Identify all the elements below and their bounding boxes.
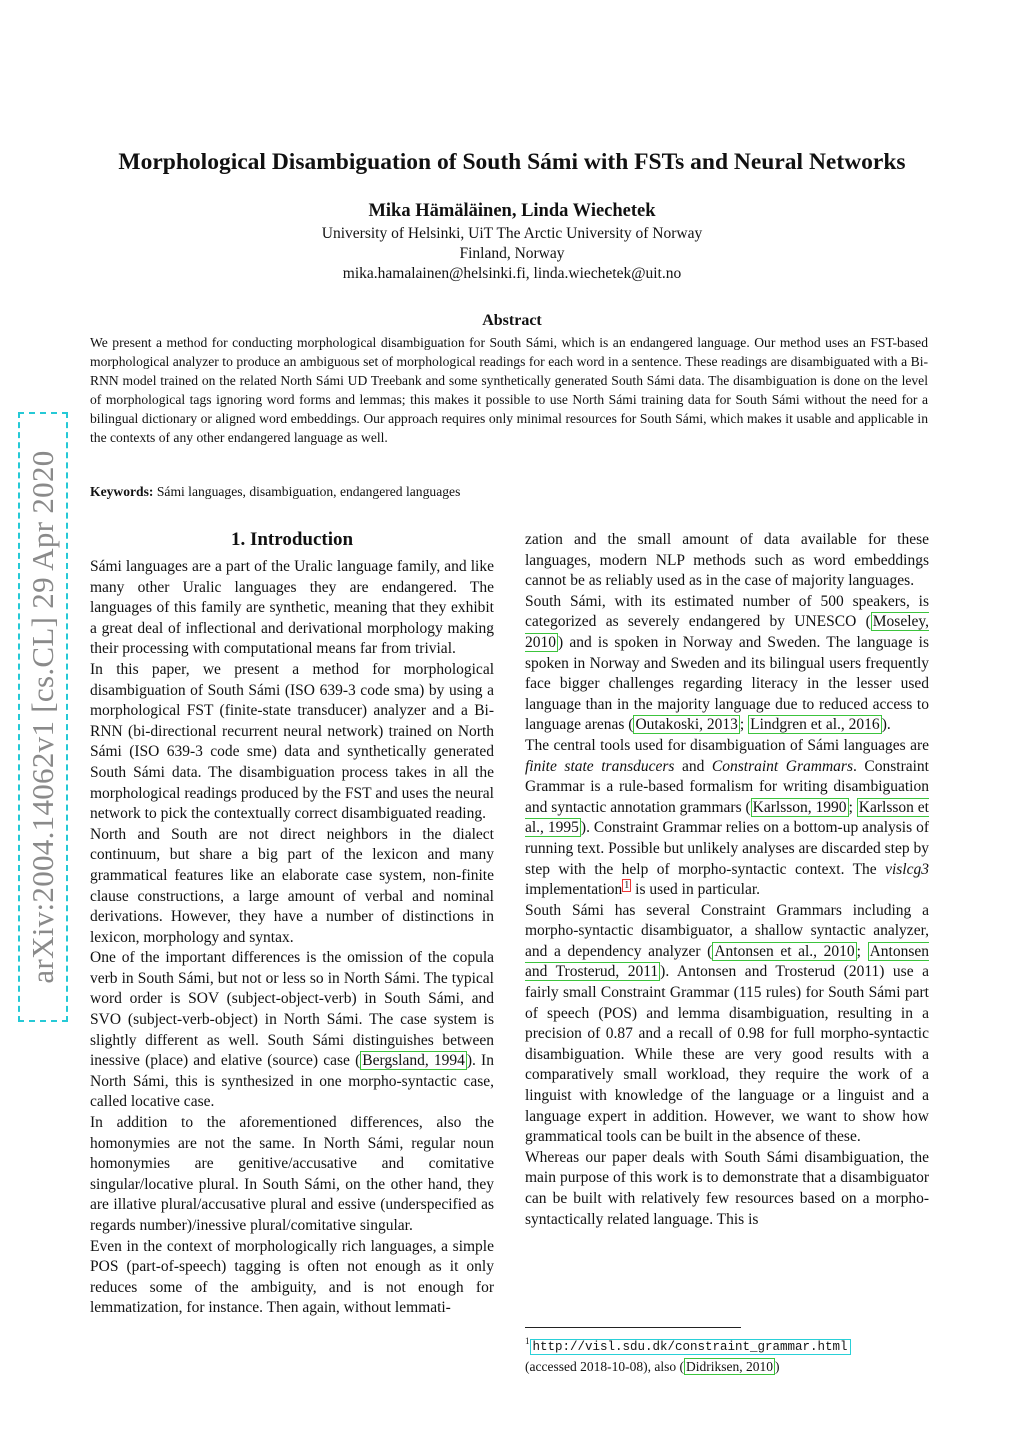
- text-run: implementation: [525, 881, 623, 899]
- emphasis: Constraint Grammars: [711, 757, 853, 775]
- citation-link[interactable]: Karlsson, 1990: [752, 798, 847, 816]
- footnote: [525, 1331, 945, 1377]
- paper-authors: Mika Hämäläinen, Linda Wiechetek: [368, 201, 656, 221]
- arxiv-stamp: [18, 412, 68, 1022]
- citation-link[interactable]: Lindgren et al., 2016: [750, 716, 880, 734]
- paragraph: In addition to the aforementioned differences, also the homonymies are not the same. In North Sámi, regular noun homonymies are genitive/accusative and comitative singular/locative plural. In South Sámi, on the other hand, they are illative plural/accusative plural and essive (underspecified as regards number)/inessive plural/comitative singular.: [90, 1114, 494, 1234]
- paragraph: [525, 736, 929, 901]
- section-heading: 1. Introduction: [230, 529, 354, 550]
- text-run: ) and is spoken in Norway and Sweden. The language is spoken in Norway and Sweden and its bilingual users frequently face bigger challenges regarding literacy in the lesser used language than in the majority language due to reduced access to language arenas (: [525, 633, 929, 734]
- text-run: South Sámi has several Constraint Grammars including a morpho-syntactic disambiguator, a shallow syntactic analyzer, and a dependency analyzer (: [525, 901, 929, 960]
- text-run: ;: [856, 942, 868, 960]
- citation-link[interactable]: Moseley, 2010: [525, 613, 929, 651]
- emphasis: finite state transducers: [525, 757, 675, 775]
- footnote-number: 1: [525, 1336, 530, 1346]
- paragraph: [525, 901, 929, 1148]
- emphasis: vislcg3: [885, 860, 929, 878]
- citation-link[interactable]: Karlsson et al., 1995: [525, 798, 929, 837]
- text-run: ).: [881, 716, 891, 734]
- text-run: ). Constraint Grammar relies on a bottom-up analysis of running text. Possible but unlikely analyses are discarded step by step with the help of morpho-syntactic context. The: [525, 819, 929, 878]
- right-column: [525, 530, 929, 1230]
- abstract-heading: Abstract: [482, 312, 542, 329]
- keywords: [90, 484, 460, 500]
- paragraph: Whereas our paper deals with South Sámi disambiguation, the main purpose of this work is to demonstrate that a disambiguator can be built with relatively few resources based on a morpho-syntactically related language. This is: [525, 1148, 929, 1228]
- paragraph: zation and the small amount of data available for these languages, modern NLP methods such as word embeddings cannot be as reliably used as in the case of majority languages.: [525, 531, 929, 590]
- paragraph: Even in the context of morphologically rich languages, a simple POS (part-of-speech) tagging is often not enough as it only reduces some of the ambiguity, and is not enough for lemmatization, for instance. Then again, without lemmati-: [90, 1237, 494, 1317]
- citation-link[interactable]: Bergsland, 1994: [362, 1052, 465, 1070]
- footnote-divider: [525, 1327, 741, 1328]
- citation-link[interactable]: Antonsen et al., 2010: [714, 942, 855, 960]
- location: Finland, Norway: [459, 245, 565, 262]
- footnote-marker[interactable]: 1: [624, 879, 630, 891]
- text-run: ). Antonsen and Trosterud (2011) use a fairly small Constraint Grammar (115 rules) for South Sámi part of speech (POS) and lemma disambiguation, resulting in a precision of 0.87 and a recall of 0.98 for full morpho-syntactic disambiguation. While these are very good results with a comparatively small workload, they require the work of a linguist with knowledge of the language or a linguist and a language expert in addition. However, we want to show how grammatical tools can be built in the absence of these.: [525, 963, 929, 1146]
- citation-link[interactable]: Didriksen, 2010: [685, 1358, 773, 1374]
- text-run: and: [674, 757, 712, 775]
- emails: mika.hamalainen@helsinki.fi, linda.wiechetek@uit.no: [342, 265, 682, 282]
- text-run: ): [774, 1358, 780, 1374]
- affiliation: University of Helsinki, UiT The Arctic University of Norway: [321, 225, 703, 242]
- paragraph: North and South are not direct neighbors in the dialect continuum, but share a big part of the lexicon and many grammatical features like an elaborate case system, non-finite clause constructions, a large amount of verbal and nominal derivations. However, they have a number of distinctions in lexicon, morphology and syntax.: [90, 825, 494, 946]
- text-run: South Sámi, with its estimated number of 500 speakers, is categorized as severely endangered by UNESCO (: [525, 592, 929, 631]
- keywords-list: Sámi languages, disambiguation, endangered languages: [156, 484, 461, 499]
- text-run: One of the important differences is the omission of the copula verb in South Sámi, but not or less so in North Sámi. The typical word order is SOV (subject-object-verb) in South Sámi, and SVO (subject-verb-object) in North Sámi. The case system is slightly different as well. South Sámi distinguishes between inessive (place) and elative (source) case (: [90, 949, 494, 1070]
- text-run: The central tools used for disambiguation of Sámi languages are: [525, 736, 929, 754]
- paragraph: [90, 948, 494, 1113]
- citation-link[interactable]: Outakoski, 2013: [635, 716, 738, 734]
- text-run: is used in particular.: [631, 881, 761, 899]
- text-run: . Constraint Grammar is a rule-based formalism for writing disambiguation and syntactic annotation grammars (: [525, 757, 929, 816]
- paragraph: [525, 592, 929, 736]
- citation-link[interactable]: Antonsen and Trosterud, 2011: [525, 942, 929, 981]
- text-run: ). In North Sámi, this is synthesized in one morpho-syntactic case, called locative case.: [90, 1052, 494, 1111]
- footnote-url-link[interactable]: http://visl.sdu.dk/constraint_grammar.html: [530, 1339, 851, 1355]
- arxiv-id: arXiv:2004.14062v1 [cs.CL] 29 Apr 2020: [25, 450, 60, 984]
- text-run: (accessed 2018-10-08), also (: [525, 1358, 684, 1374]
- abstract-text: We present a method for conducting morphological disambiguation for South Sámi, which is an endangered language. Our method uses an FST-based morphological analyzer to produce an ambiguous set of morphological readings for each word in a sentence. These readings are disambiguated with a Bi-RNN model trained on the related North Sámi UD Treebank and some synthetically generated South Sámi data. The disambiguation is done on the level of morphological tags ignoring word forms and lemmas; this makes it possible to use North Sámi training data for South Sámi without the need for a bilingual dictionary or aligned word embeddings. Our approach requires only minimal resources for South Sámi, which makes it usable and applicable in the contexts of any other endangered language as well.: [90, 335, 928, 445]
- text-run: ;: [848, 798, 857, 816]
- paragraph: Sámi languages are a part of the Uralic language family, and like many other Uralic languages they are endangered. The languages of this family are synthetic, meaning that they exhibit a great deal of inflectional and derivational morphology making their processing with computational means far from trivial.: [90, 558, 494, 658]
- keywords-label: Keywords:: [90, 484, 154, 499]
- paragraph: In this paper, we present a method for morphological disambiguation of South Sámi (ISO 639-3 code sma) by using a morphological FST (finite-state transducer) analyzer and a Bi-RNN (bi-directional recurrent neural network) trained on North Sámi (ISO 639-3 code sme) data and synthetically generated South Sámi data. The disambiguation process takes in all the morphological readings produced by the FST and uses the neural network to pick the contextually correct disambiguated reading.: [90, 660, 494, 823]
- text-run: ;: [739, 716, 749, 734]
- left-column: [90, 528, 494, 1319]
- paper-title: Morphological Disambiguation of South Sámi with FSTs and Neural Networks: [118, 149, 906, 175]
